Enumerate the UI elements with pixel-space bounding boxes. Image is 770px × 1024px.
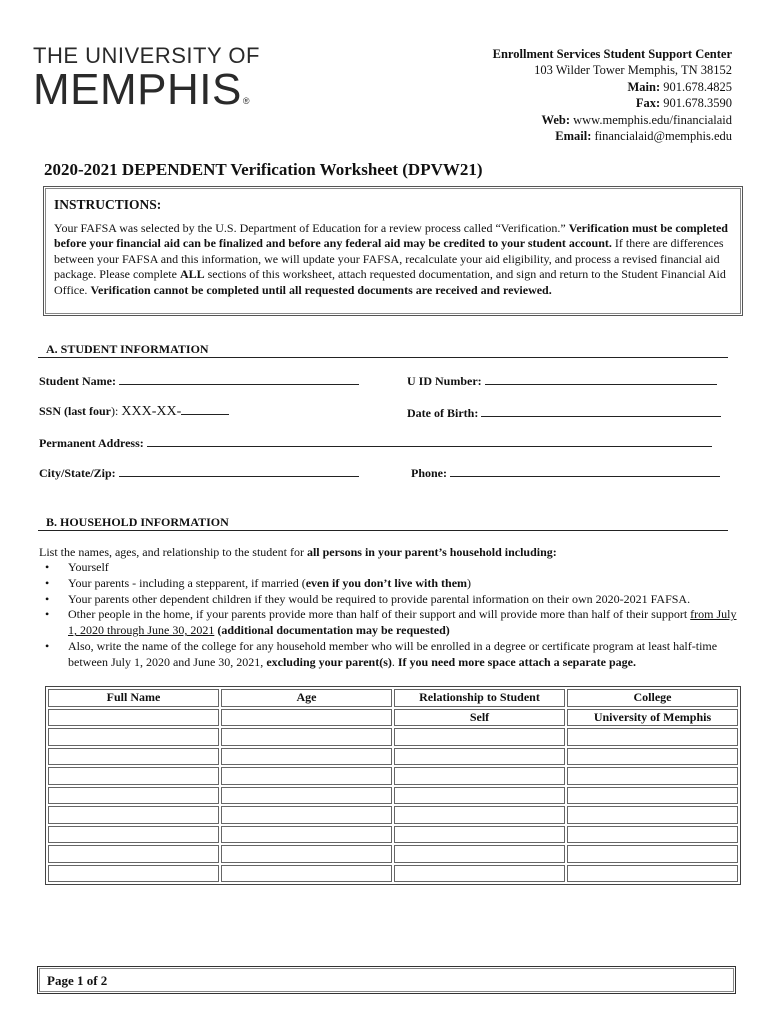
cell-relationship[interactable]	[394, 845, 565, 863]
page-number: Page 1 of 2	[47, 973, 108, 988]
fax-label: Fax:	[635, 96, 661, 111]
ssn-field[interactable]	[39, 402, 229, 420]
uid-label: U ID Number:	[407, 374, 482, 388]
city-field[interactable]	[39, 464, 359, 481]
office-name: Enrollment Services Student Support Center	[492, 47, 732, 61]
ssn-line[interactable]	[181, 402, 229, 415]
item-text: Other people in the home, if your parents provide more than half of their support and will provide more than half of their support	[68, 607, 691, 622]
table-row	[48, 806, 738, 824]
household-table	[45, 686, 741, 885]
instr-bold-1: Verification must be completed before your financial aid can be finalized and before any federal aid may be credited to your student account.	[54, 220, 728, 251]
list-item	[39, 639, 739, 671]
table-row	[48, 748, 738, 766]
address-field[interactable]	[39, 434, 712, 451]
cell-name[interactable]	[48, 728, 219, 746]
cell-name[interactable]	[48, 806, 219, 824]
cell-relationship[interactable]	[394, 806, 565, 824]
instr-bold-3: Verification cannot be completed until all requested documents are received and reviewed.	[90, 282, 552, 297]
cell-college[interactable]	[567, 865, 738, 883]
table-row	[48, 787, 738, 805]
cell-college[interactable]	[567, 728, 738, 746]
cell-name[interactable]	[48, 787, 219, 805]
item-underline: from July 1, 2020 through June 30, 2021	[68, 607, 737, 638]
cell-age[interactable]	[221, 787, 392, 805]
logo-line-1: THE UNIVERSITY OF	[33, 43, 260, 68]
ssn-paren: ):	[111, 404, 119, 418]
section-a-heading: A. STUDENT INFORMATION	[46, 342, 209, 356]
cell-college[interactable]	[567, 806, 738, 824]
worksheet-title: 2020-2021 DEPENDENT Verification Worksheet (DPVW21)	[44, 160, 483, 179]
cell-college[interactable]: University of Memphis	[567, 709, 738, 727]
cell-age[interactable]	[221, 826, 392, 844]
instr-bold-2: ALL	[179, 267, 205, 282]
cell-college[interactable]	[567, 826, 738, 844]
instr-text-2: If there are differences between your FAFSA and this information, we will update your FAFSA, recalculate your aid eligibility, and process a revised financial aid package. Please complete	[54, 236, 724, 282]
web-label: Web:	[541, 112, 570, 127]
office-address: 103 Wilder Tower Memphis, TN 38152	[534, 63, 732, 78]
cell-relationship[interactable]	[394, 748, 565, 766]
instructions-text	[54, 221, 734, 299]
dob-field[interactable]	[407, 404, 721, 421]
web-url[interactable]: www.memphis.edu/financialaid	[570, 112, 732, 127]
cell-name[interactable]	[48, 826, 219, 844]
item-text: Also, write the name of the college for any household member who will be enrolled in a degree or certificate program at least half-time between July 1, 2020 and June 30, 2021,	[68, 638, 718, 669]
cell-relationship[interactable]: Self	[394, 709, 565, 727]
table-header-row	[48, 689, 738, 707]
cell-college[interactable]	[567, 787, 738, 805]
table-row	[48, 728, 738, 746]
university-logo	[33, 44, 263, 123]
dob-line[interactable]	[481, 404, 721, 417]
instructions-heading: INSTRUCTIONS:	[54, 197, 162, 212]
household-list	[39, 560, 739, 671]
item-text: )	[467, 575, 472, 590]
page-indicator	[37, 966, 736, 994]
dob-label: Date of Birth:	[407, 406, 479, 420]
phone-field[interactable]	[411, 464, 720, 481]
cell-age[interactable]	[221, 806, 392, 824]
cell-age[interactable]	[221, 728, 392, 746]
list-item	[39, 592, 739, 608]
cell-relationship[interactable]	[394, 728, 565, 746]
cell-age[interactable]	[221, 709, 392, 727]
logo-line-2	[33, 65, 263, 123]
cell-name[interactable]	[48, 748, 219, 766]
cell-name[interactable]	[48, 865, 219, 883]
logo-wordmark: MEMPHIS	[33, 65, 242, 114]
table-row	[48, 709, 738, 727]
phone-line[interactable]	[450, 464, 720, 477]
item-bold: (additional documentation may be requested)	[214, 623, 450, 638]
list-item	[39, 560, 739, 576]
section-a-rule	[38, 357, 728, 358]
uid-field[interactable]	[407, 372, 717, 389]
table-row	[48, 845, 738, 863]
address-label: Permanent Address:	[39, 436, 144, 450]
instructions-box	[43, 186, 743, 316]
ssn-label: SSN (last four	[39, 404, 112, 418]
cell-college[interactable]	[567, 767, 738, 785]
section-b-rule	[38, 530, 728, 531]
main-label: Main:	[627, 79, 661, 94]
cell-age[interactable]	[221, 748, 392, 766]
section-b-heading: B. HOUSEHOLD INFORMATION	[46, 515, 229, 529]
instr-text-3: sections of this worksheet, attach requested documentation, and sign and return to the Student Financial Aid Office.	[54, 267, 726, 297]
cell-college[interactable]	[567, 748, 738, 766]
item-text: Your parents - including a stepparent, if married (	[68, 575, 306, 590]
email-label: Email:	[555, 129, 592, 144]
cell-relationship[interactable]	[394, 767, 565, 785]
table-row	[48, 826, 738, 844]
registered-mark: ®	[242, 96, 250, 106]
table-row	[48, 865, 738, 883]
uid-line[interactable]	[485, 372, 717, 385]
email-address[interactable]: financialaid@memphis.edu	[591, 129, 732, 144]
list-item	[39, 576, 739, 592]
cell-age[interactable]	[221, 845, 392, 863]
cell-name[interactable]	[48, 845, 219, 863]
item-bold: even if you don’t live with them	[305, 575, 468, 590]
contact-block	[493, 46, 732, 144]
student-name-line[interactable]	[119, 372, 359, 385]
cell-relationship[interactable]	[394, 865, 565, 883]
col-full-name: Full Name	[48, 689, 219, 707]
col-relationship: Relationship to Student	[394, 689, 565, 707]
instr-text-1: Your FAFSA was selected by the U.S. Department of Education for a review process called “Verification.”	[54, 220, 569, 235]
household-intro-text: List the names, ages, and relationship to the student for	[39, 545, 307, 559]
cell-relationship[interactable]	[394, 826, 565, 844]
cell-college[interactable]	[567, 845, 738, 863]
main-phone: 901.678.4825	[660, 79, 732, 94]
student-name-label: Student Name:	[39, 374, 116, 388]
cell-name[interactable]	[48, 767, 219, 785]
item-text: Yourself	[68, 560, 109, 574]
student-name-field[interactable]	[39, 372, 359, 389]
household-intro-bold: all persons in your parent’s household including:	[306, 545, 557, 559]
city-line[interactable]	[119, 464, 359, 477]
cell-age[interactable]	[221, 865, 392, 883]
list-item	[39, 607, 739, 639]
phone-label: Phone:	[411, 466, 447, 480]
ssn-prefix: XXX-XX-	[121, 404, 182, 419]
cell-name[interactable]	[48, 709, 219, 727]
city-label: City/State/Zip:	[39, 466, 116, 480]
fax-number: 901.678.3590	[660, 96, 732, 111]
household-intro	[39, 545, 557, 560]
item-bold: If you need more space attach a separate page.	[397, 654, 636, 669]
address-line[interactable]	[147, 434, 712, 447]
cell-relationship[interactable]	[394, 787, 565, 805]
item-text: .	[391, 654, 398, 669]
col-college: College	[567, 689, 738, 707]
item-bold: excluding your parent(s)	[266, 654, 392, 669]
cell-age[interactable]	[221, 767, 392, 785]
item-text: Your parents other dependent children if they would be required to provide parental information on their own 2020-2021 FAFSA.	[68, 591, 691, 606]
table-row	[48, 767, 738, 785]
col-age: Age	[221, 689, 392, 707]
